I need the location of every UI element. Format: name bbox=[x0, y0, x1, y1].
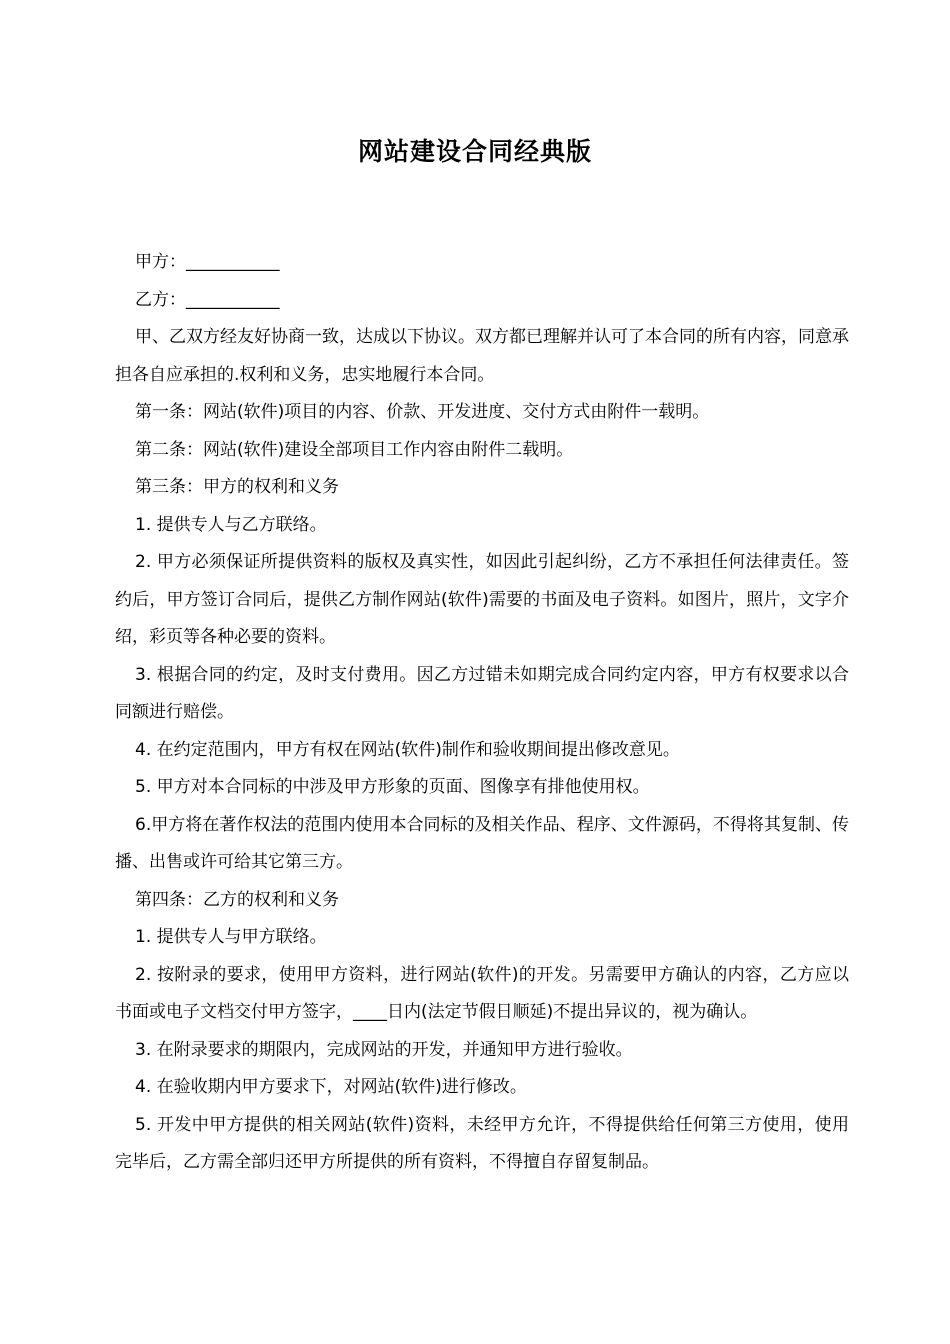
document-title: 网站建设合同经典版 bbox=[357, 137, 592, 166]
paragraph-article-3-item-3: 3. 根据合同的约定，及时支付费用。因乙方过错未如期完成合同约定内容，甲方有权要求以合同额进行赔偿。 bbox=[115, 664, 849, 722]
paragraph-party-b: 乙方：___________ bbox=[135, 289, 280, 310]
paragraph-article-4-item-5: 5. 开发中甲方提供的相关网站(软件)资料，未经甲方允许，不得提供给任何第三方使用，使用完毕后，乙方需全部归还甲方所提供的所有资料，不得擅自存留复制品。 bbox=[115, 1114, 849, 1172]
paragraph-article-3-item-5: 5. 甲方对本合同标的中涉及甲方形象的页面、图像享有排他使用权。 bbox=[135, 777, 650, 797]
paragraph-article-3-heading: 第三条：甲方的权利和义务 bbox=[135, 477, 339, 497]
paragraph-article-3-item-1: 1. 提供专人与乙方联络。 bbox=[135, 514, 327, 535]
document-body bbox=[115, 244, 849, 1182]
paragraph-preamble: 甲、乙双方经友好协商一致，达成以下协议。双方都已理解并认可了本合同的所有内容，同意承担各自应承担的.权利和义务，忠实地履行本合同。 bbox=[115, 327, 849, 385]
paragraph-article-3-item-2: 2. 甲方必须保证所提供资料的版权及真实性，如因此引起纠纷，乙方不承担任何法律责任。签约后，甲方签订合同后，提供乙方制作网站(软件)需要的书面及电子资料。如图片，照片，文字介绍，彩页等各种必要的资料。 bbox=[115, 552, 849, 647]
paragraph-article-4-heading: 第四条：乙方的权利和义务 bbox=[135, 889, 339, 910]
paragraph-article-4-item-4: 4. 在验收期内甲方要求下，对网站(软件)进行修改。 bbox=[135, 1077, 527, 1097]
paragraph-article-3-item-6: 6.甲方将在著作权法的范围内使用本合同标的及相关作品、程序、文件源码，不得将其复制、传播、出售或许可给其它第三方。 bbox=[115, 814, 849, 872]
paragraph-article-1: 第一条：网站(软件)项目的内容、价款、开发进度、交付方式由附件一载明。 bbox=[135, 402, 710, 422]
paragraph-article-2: 第二条：网站(软件)建设全部项目工作内容由附件二载明。 bbox=[135, 439, 574, 460]
paragraph-article-3-item-4: 4. 在约定范围内，甲方有权在网站(软件)制作和验收期间提出修改意见。 bbox=[135, 739, 680, 760]
paragraph-article-4-item-1: 1. 提供专人与甲方联络。 bbox=[135, 927, 327, 947]
paragraph-party-a: 甲方：___________ bbox=[135, 252, 280, 272]
paragraph-article-4-item-2: 2. 按附录的要求，使用甲方资料，进行网站(软件)的开发。另需要甲方确认的内容，乙方应以书面或电子文档交付甲方签字，____日内(法定节假日顺延)不提出异议的，视为确认。 bbox=[115, 964, 849, 1022]
paragraph-article-4-item-3: 3. 在附录要求的期限内，完成网站的开发，并通知甲方进行验收。 bbox=[135, 1039, 633, 1060]
